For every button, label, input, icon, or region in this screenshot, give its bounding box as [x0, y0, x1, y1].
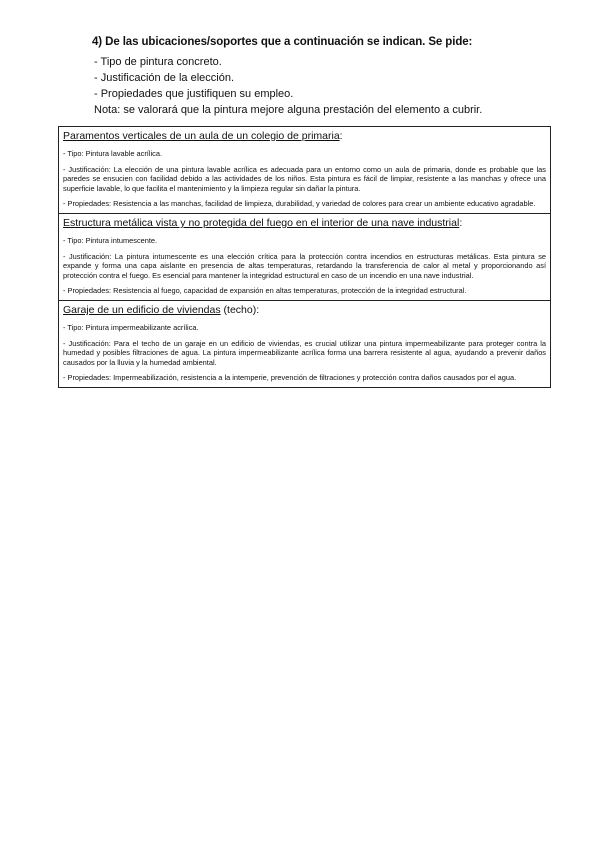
requirement-item: - Tipo de pintura concreto.: [94, 56, 222, 68]
section-title-suffix: :: [339, 130, 343, 142]
section-justificacion: - Justificación: La elección de una pintura lavable acrílica es adecuada para un entorno como un aula de primaria, donde es probable que las paredes se ensucien con facilidad debido a las actividades de los niños. Esta pintura es fácil de limpiar, resistente a las manchas y ofrece una superficie lavable, lo que facilita el mantenimiento y la limpieza regular sin dañar la pintura.: [63, 164, 546, 193]
answer-section: [59, 127, 550, 213]
section-justificacion: - Justificación: Para el techo de un garaje en un edificio de viviendas, es crucial utilizar una pintura impermeabilizante para proteger contra la humedad y posibles filtraciones de agua. La pintura impermeabilizante acrílica forma una barrera resistente al agua, ayudando a prevenir daños causados por la lluvia y la humedad ambiental.: [63, 338, 546, 367]
requirement-item: - Justificación de la elección.: [94, 72, 235, 84]
section-tipo: - Tipo: Pintura lavable acrílica.: [63, 149, 162, 158]
answer-section: [59, 213, 550, 300]
section-tipo: - Tipo: Pintura intumescente.: [63, 235, 158, 245]
section-title-suffix: :: [459, 216, 463, 229]
section-title-text: Garaje de un edificio de viviendas: [63, 303, 221, 316]
section-justificacion: - Justificación: La pintura intumescente es una elección crítica para la protección contra incendios en estructuras metálicas. Esta pintura se expande y forma una capa aislante en presencia de altas temperaturas, retardando la transferencia de calor al metal y proporcionando así protección contra el fuego. Es esencial para mantener la integridad estructural en caso de un incendio en una nave industrial.: [63, 251, 546, 280]
question-header: [92, 36, 562, 118]
section-title-text: Estructura metálica vista y no protegida del fuego en el interior de una nave industrial: [63, 216, 460, 229]
question-note: Nota: se valorará que la pintura mejore alguna prestación del elemento a cubrir.: [94, 104, 483, 116]
section-title: [63, 303, 546, 317]
answer-section: [59, 300, 550, 387]
section-tipo: - Tipo: Pintura impermeabilizante acrílica.: [63, 322, 199, 332]
section-title: [63, 216, 546, 230]
question-title: 4) De las ubicaciones/soportes que a continuación se indican. Se pide:: [92, 36, 473, 48]
answer-box: [58, 126, 551, 388]
section-title: [63, 129, 546, 143]
section-propiedades: - Propiedades: Resistencia a las manchas, facilidad de limpieza, durabilidad, y variedad de colores para crear un ambiente educativo agradable.: [63, 199, 536, 209]
section-propiedades: - Propiedades: Impermeabilización, resistencia a la intemperie, prevención de filtraciones y protección contra daños causados por el agua.: [63, 373, 517, 383]
section-title-text: Paramentos verticales de un aula de un colegio de primaria: [63, 130, 340, 142]
section-title-suffix: (techo):: [220, 303, 260, 316]
section-propiedades: - Propiedades: Resistencia al fuego, capacidad de expansión en altas temperaturas, protección de la integridad estructural.: [63, 286, 467, 296]
requirement-item: - Propiedades que justifiquen su empleo.: [94, 88, 294, 100]
